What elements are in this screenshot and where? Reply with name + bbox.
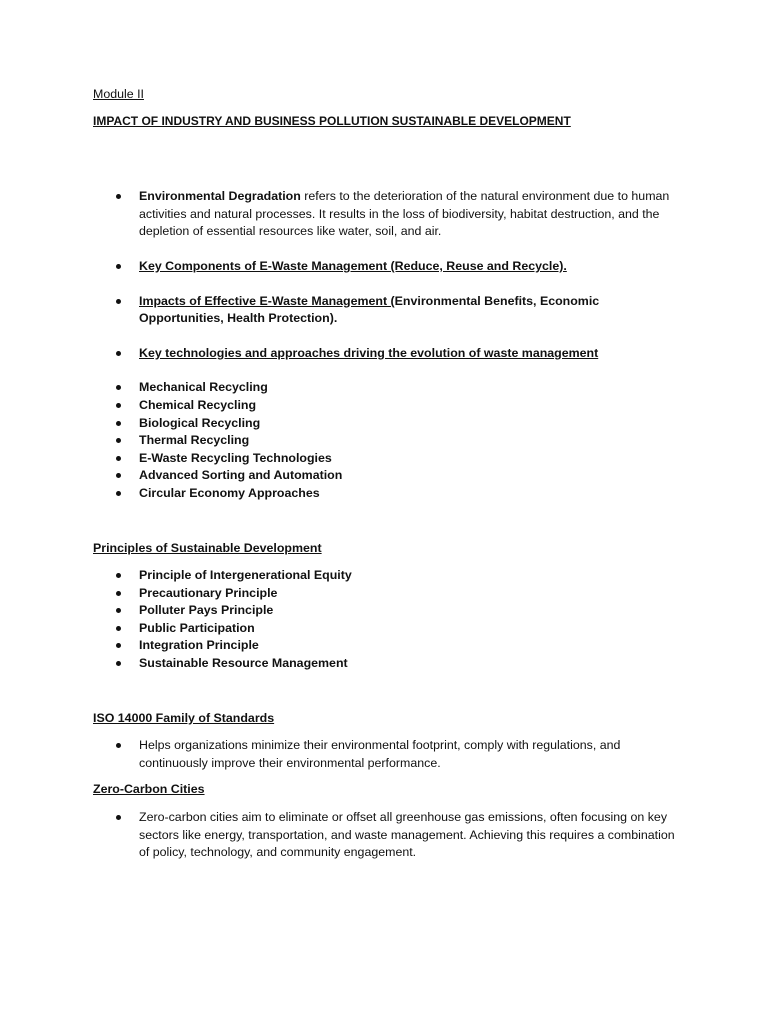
list-item-ewaste-impacts (93, 293, 678, 328)
list-item: Integration Principle (93, 637, 678, 655)
list-item-ewaste-components: Key Components of E-Waste Management (Reduce, Reuse and Recycle). (93, 258, 678, 276)
iso-list (93, 737, 678, 772)
module-label: Module II (93, 87, 144, 101)
ewaste-impacts-bold: Environmental Benefits, Economic Opportunities, Health Protection). (139, 293, 600, 326)
list-item-environmental-degradation (93, 188, 678, 241)
list-item: Public Participation (93, 620, 678, 638)
zero-carbon-heading: Zero-Carbon Cities (93, 782, 205, 797)
list-item-key-technologies: Key technologies and approaches driving the evolution of waste management (93, 345, 678, 363)
iso-heading: ISO 14000 Family of Standards (93, 710, 275, 725)
list-item: Polluter Pays Principle (93, 602, 678, 620)
document-title: IMPACT OF INDUSTRY AND BUSINESS POLLUTION SUSTAINABLE DEVELOPMENT (93, 113, 571, 128)
principles-list (93, 567, 678, 673)
intro-list (93, 188, 678, 362)
list-item: Principle of Intergenerational Equity (93, 567, 678, 585)
list-item: Circular Economy Approaches (93, 485, 678, 503)
ewaste-impacts-underlined: Impacts of Effective E-Waste Management ( (139, 293, 395, 308)
list-item: Precautionary Principle (93, 585, 678, 603)
technologies-list (93, 379, 678, 502)
list-item: Mechanical Recycling (93, 379, 678, 397)
list-item-iso: Helps organizations minimize their environmental footprint, comply with regulations, and continuously improve their environmental performance. (93, 737, 678, 772)
term-environmental-degradation: Environmental Degradation (139, 189, 301, 204)
environmental-degradation-text: refers to the deterioration of the natural environment due to human activities and natural processes. It results in the loss of biodiversity, habitat destruction, and the depletion of essential resources like water, soil, and air. (139, 189, 670, 239)
list-item: Sustainable Resource Management (93, 655, 678, 673)
list-item: Chemical Recycling (93, 397, 678, 415)
list-item: Thermal Recycling (93, 432, 678, 450)
list-item: E-Waste Recycling Technologies (93, 450, 678, 468)
list-item-zero-carbon: Zero-carbon cities aim to eliminate or offset all greenhouse gas emissions, often focusing on key sectors like energy, transportation, and waste management. Achieving this requires a combination of policy, technology, and community engagement. (93, 809, 678, 862)
principles-heading: Principles of Sustainable Development (93, 540, 322, 555)
zero-carbon-list (93, 809, 678, 862)
list-item: Advanced Sorting and Automation (93, 467, 678, 485)
list-item: Biological Recycling (93, 415, 678, 433)
